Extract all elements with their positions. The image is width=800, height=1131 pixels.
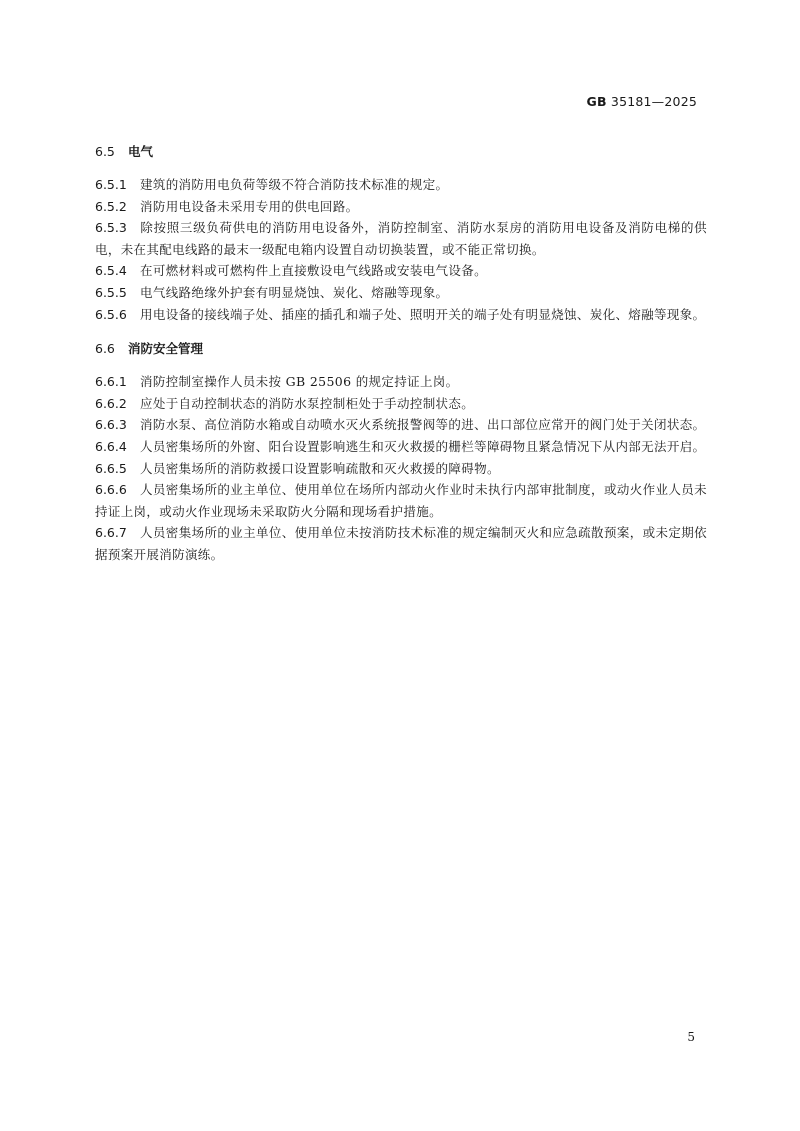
- clause: [95, 196, 707, 218]
- clause-number: 6.5.5: [95, 284, 127, 300]
- clause-number: 6.6.6: [95, 482, 127, 498]
- clause-text: 在可燃材料或可燃构件上直接敷设电气线路或安装电气设备。: [140, 263, 487, 279]
- clause-text: 人员密集场所的消防救援口设置影响疏散和灭火救援的障碍物。: [140, 460, 500, 476]
- clause-number: 6.6.7: [95, 525, 127, 541]
- section-number: 6.5: [95, 144, 115, 159]
- section-heading: [95, 337, 707, 361]
- standard-code-prefix: GB: [586, 94, 607, 109]
- standard-code: [587, 94, 697, 109]
- clause: [95, 458, 707, 480]
- clause: [95, 414, 707, 436]
- clause-text: 消防控制室操作人员未按 GB 25506 的规定持证上岗。: [140, 374, 459, 390]
- standard-code-number: 35181—2025: [610, 94, 697, 109]
- section-heading: [95, 140, 707, 164]
- clause-number: 6.5.1: [95, 177, 127, 192]
- clause-text: 应处于自动控制状态的消防水泵控制柜处于手动控制状态。: [140, 395, 475, 411]
- section-title: 电气: [128, 144, 154, 159]
- section-electrical: [95, 140, 707, 325]
- document-body: [95, 140, 707, 566]
- clause-number: 6.6.5: [95, 460, 127, 476]
- clause-text: 除按照三级负荷供电的消防用电设备外，消防控制室、消防水泵房的消防用电设备及消防电梯的供电，未在其配电线路的最末一级配电箱内设置自动切换装置，或不能正常切换。: [95, 220, 707, 257]
- clause-text: 消防水泵、高位消防水箱或自动喷水灭火系统报警阀等的进、出口部位应常开的阀门处于关闭状态。: [140, 417, 706, 433]
- section-title: 消防安全管理: [128, 341, 204, 357]
- clause-text: 电气线路绝缘外护套有明显烧蚀、炭化、熔融等现象。: [140, 284, 449, 300]
- section-fire-safety-management: [95, 337, 707, 565]
- clause: [95, 436, 707, 458]
- clause-number: 6.5.6: [95, 306, 127, 322]
- clause: [95, 522, 707, 565]
- clause: [95, 217, 707, 260]
- clause-number: 6.6.4: [95, 438, 127, 454]
- clause-number: 6.5.3: [95, 220, 127, 236]
- clause-number: 6.5.2: [95, 198, 127, 214]
- clause-number: 6.5.4: [95, 263, 127, 279]
- clause: [95, 393, 707, 415]
- clause-text: 人员密集场所的业主单位、使用单位未按消防技术标准的规定编制灭火和应急疏散预案，或未定期依据预案开展消防演练。: [95, 525, 707, 562]
- clause-text: 消防用电设备未采用专用的供电回路。: [140, 198, 359, 214]
- clause-text: 用电设备的接线端子处、插座的插孔和端子处、照明开关的端子处有明显烧蚀、炭化、熔融等现象。: [140, 306, 706, 322]
- clause-text: 建筑的消防用电负荷等级不符合消防技术标准的规定。: [140, 177, 449, 192]
- clause-text: 人员密集场所的业主单位、使用单位在场所内部动火作业时未执行内部审批制度，或动火作业人员未持证上岗，或动火作业现场未采取防火分隔和现场看护措施。: [95, 482, 707, 519]
- clause: [95, 260, 707, 282]
- page-number: 5: [687, 1030, 695, 1044]
- clause: [95, 282, 707, 304]
- clause-number: 6.6.2: [95, 395, 127, 411]
- clause-number: 6.6.3: [95, 417, 127, 433]
- clause-text: 人员密集场所的外窗、阳台设置影响逃生和灭火救援的栅栏等障碍物且紧急情况下从内部无法开启。: [140, 438, 706, 454]
- clause: [95, 371, 707, 393]
- section-number: 6.6: [95, 341, 115, 357]
- clause: [95, 174, 707, 196]
- clause: [95, 479, 707, 522]
- clause-number: 6.6.1: [95, 374, 127, 390]
- clause: [95, 304, 707, 326]
